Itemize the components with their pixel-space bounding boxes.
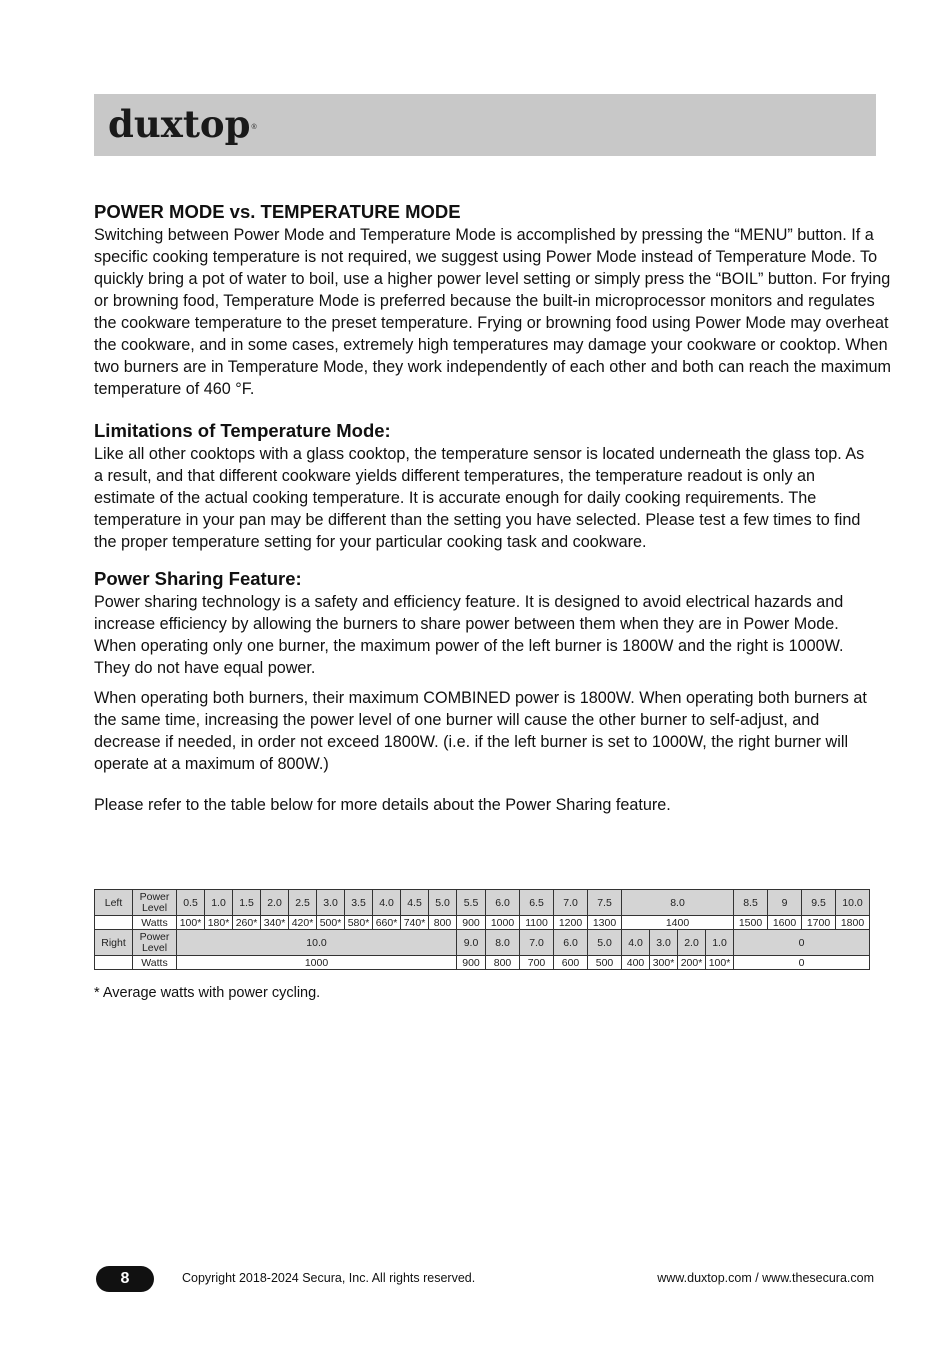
paragraph-power-sharing-2: When operating both burners, their maximum COMBINED power is 1800W. When operating both burners at the same time, increasing the power level of one burner will cause the other burner to self-adjust, and decrease if needed, in order not exceed 1800W. (i.e. if the left burner is set to 1000W, the right burner will operate at a maximum of 800W.) bbox=[94, 689, 867, 773]
left-level-cell: 1.5 bbox=[233, 890, 261, 916]
left-level-cell: 2.5 bbox=[289, 890, 317, 916]
left-label: Left bbox=[95, 890, 133, 916]
left-watts-cell: 1500 bbox=[734, 916, 768, 930]
left-level-cell: 6.5 bbox=[520, 890, 554, 916]
left-watts-cell: 1700 bbox=[802, 916, 836, 930]
left-power-row bbox=[95, 890, 870, 916]
paragraph-power-vs-temp: Switching between Power Mode and Temperature Mode is accomplished by pressing the “MENU” button. If a specific cooking temperature is not required, we suggest using Power Mode instead of Temperature Mode. To quickly bring a pot of water to boil, use a higher power level setting or simply press the “BOIL” button. For frying or browning food, Temperature Mode is preferred because the built-in microprocessor monitors and regulates the cookware temperature to the preset temperature. Frying or browning food using Power Mode may overheat the cookware, and in some cases, extremely high temperatures may damage your cookware or cooktop. When two burners are in Temperature Mode, they work independently of each other and both can reach the maximum temperature of 460 °F. bbox=[94, 226, 891, 398]
left-level-cell: 4.5 bbox=[401, 890, 429, 916]
left-watts-cell: 500* bbox=[317, 916, 345, 930]
left-watts-cell: 1600 bbox=[768, 916, 802, 930]
right-watts-cell: 700 bbox=[520, 956, 554, 970]
left-watts-cell: 1000 bbox=[486, 916, 520, 930]
right-level-cell: 9.0 bbox=[457, 930, 486, 956]
right-watts-cell: 800 bbox=[486, 956, 520, 970]
right-level-cell: 6.0 bbox=[554, 930, 588, 956]
left-watts-cell: 660* bbox=[373, 916, 401, 930]
left-watts-cell: 800 bbox=[429, 916, 457, 930]
left-level-cell: 8.5 bbox=[734, 890, 768, 916]
right-power-row bbox=[95, 930, 870, 956]
paragraph-limitations: Like all other cooktops with a glass cooktop, the temperature sensor is located underneath the glass top. As a result, and that different cookware yields different temperatures, the temperature readout is only an estimate of the actual cooking temperature. It is accurate enough for daily cooking requirements. The temperature in your pan may be different than the setting you have selected. Please test a few times to find the proper temperature setting for your particular cooking task and cookware. bbox=[94, 445, 865, 551]
left-watts-cell: 1100 bbox=[520, 916, 554, 930]
watts-label: Watts bbox=[133, 956, 177, 970]
section-title-power-sharing: Power Sharing Feature: bbox=[94, 568, 302, 589]
paragraph-table-intro: Please refer to the table below for more details about the Power Sharing feature. bbox=[94, 796, 671, 814]
header-band bbox=[94, 94, 876, 156]
left-level-cell: 8.0 bbox=[622, 890, 734, 916]
right-watts-cell: 300* bbox=[650, 956, 678, 970]
left-level-cell: 7.5 bbox=[588, 890, 622, 916]
right-level-cell: 0 bbox=[734, 930, 870, 956]
left-level-cell: 9.5 bbox=[802, 890, 836, 916]
left-watts-cell: 740* bbox=[401, 916, 429, 930]
website-text: www.duxtop.com / www.thesecura.com bbox=[657, 1271, 874, 1285]
empty-cell bbox=[95, 956, 133, 970]
left-level-cell: 7.0 bbox=[554, 890, 588, 916]
right-watts-row bbox=[95, 956, 870, 970]
left-watts-cell: 420* bbox=[289, 916, 317, 930]
left-watts-cell: 260* bbox=[233, 916, 261, 930]
right-watts-cell: 900 bbox=[457, 956, 486, 970]
right-watts-cell: 1000 bbox=[177, 956, 457, 970]
duxtop-logo: duxtop® bbox=[108, 102, 257, 146]
left-level-cell: 5.5 bbox=[457, 890, 486, 916]
watts-label: Watts bbox=[133, 916, 177, 930]
left-watts-cell: 180* bbox=[205, 916, 233, 930]
left-watts-cell: 1800 bbox=[836, 916, 870, 930]
power-sharing-table-wrap bbox=[94, 889, 870, 970]
left-watts-cell: 1400 bbox=[622, 916, 734, 930]
empty-cell bbox=[95, 916, 133, 930]
right-label: Right bbox=[95, 930, 133, 956]
right-level-cell: 8.0 bbox=[486, 930, 520, 956]
section-title-limitations: Limitations of Temperature Mode: bbox=[94, 420, 391, 441]
left-level-cell: 6.0 bbox=[486, 890, 520, 916]
right-watts-cell: 0 bbox=[734, 956, 870, 970]
right-level-cell: 1.0 bbox=[706, 930, 734, 956]
right-watts-cell: 400 bbox=[622, 956, 650, 970]
left-watts-cell: 1300 bbox=[588, 916, 622, 930]
right-watts-cell: 600 bbox=[554, 956, 588, 970]
page-number-badge: 8 bbox=[96, 1266, 154, 1292]
right-watts-cell: 500 bbox=[588, 956, 622, 970]
left-level-cell: 3.5 bbox=[345, 890, 373, 916]
right-watts-cell: 200* bbox=[678, 956, 706, 970]
left-watts-cell: 900 bbox=[457, 916, 486, 930]
right-level-cell: 5.0 bbox=[588, 930, 622, 956]
left-watts-row bbox=[95, 916, 870, 930]
left-watts-cell: 1200 bbox=[554, 916, 588, 930]
left-level-cell: 3.0 bbox=[317, 890, 345, 916]
power-level-label: Power Level bbox=[133, 930, 177, 956]
left-watts-cell: 580* bbox=[345, 916, 373, 930]
right-level-cell: 7.0 bbox=[520, 930, 554, 956]
left-level-cell: 9 bbox=[768, 890, 802, 916]
main-content bbox=[94, 200, 899, 816]
left-level-cell: 1.0 bbox=[205, 890, 233, 916]
left-level-cell: 2.0 bbox=[261, 890, 289, 916]
right-level-cell: 3.0 bbox=[650, 930, 678, 956]
section-title-power-vs-temp: POWER MODE vs. TEMPERATURE MODE bbox=[94, 201, 461, 222]
power-sharing-table bbox=[94, 889, 870, 970]
left-level-cell: 0.5 bbox=[177, 890, 205, 916]
right-level-cell: 2.0 bbox=[678, 930, 706, 956]
left-watts-cell: 340* bbox=[261, 916, 289, 930]
left-level-cell: 4.0 bbox=[373, 890, 401, 916]
left-level-cell: 5.0 bbox=[429, 890, 457, 916]
right-level-cell: 4.0 bbox=[622, 930, 650, 956]
paragraph-power-sharing-1: Power sharing technology is a safety and efficiency feature. It is designed to avoid electrical hazards and increase efficiency by allowing the burners to share power between them when they are in Power Mode. When operating only one burner, the maximum power of the left burner is 1800W and the right is 1000W. They do not have equal power. bbox=[94, 593, 844, 677]
left-watts-cell: 100* bbox=[177, 916, 205, 930]
power-level-label: Power Level bbox=[133, 890, 177, 916]
right-watts-cell: 100* bbox=[706, 956, 734, 970]
footnote: * Average watts with power cycling. bbox=[94, 985, 321, 1001]
left-level-cell: 10.0 bbox=[836, 890, 870, 916]
copyright-text: Copyright 2018-2024 Secura, Inc. All rights reserved. bbox=[182, 1271, 476, 1285]
right-level-cell: 10.0 bbox=[177, 930, 457, 956]
